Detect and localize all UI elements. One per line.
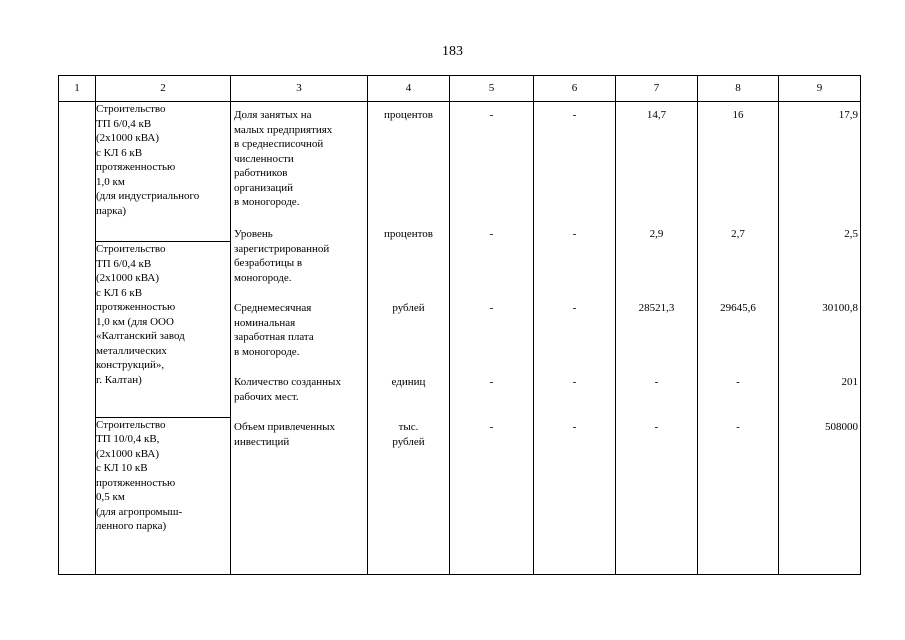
project-cell [96,102,231,242]
indicator-c5-4 [450,375,533,390]
text-line: парка) [96,204,126,217]
text-line: - [654,376,659,388]
table-row [59,102,861,242]
indicator-c6-2 [534,227,615,242]
indicator-c9-4 [779,375,860,390]
text-line: Строительство [96,418,166,431]
text-line: - [572,376,577,388]
text-line: - [489,421,494,433]
header-cell: 5 [450,76,534,102]
text-line: металлических [96,344,167,357]
text-line: Уровень [234,228,273,240]
text-line: 1,0 км [96,175,125,188]
text-line: работников [234,167,288,179]
indicator-c9-5 [779,420,860,435]
text-line: ТП 10/0,4 кВ, [96,433,160,446]
indicator-c9-1 [779,108,860,123]
indicator-c7-3 [616,301,697,316]
text-line: Среднемесячная [234,302,312,314]
text-line: 2,7 [731,228,745,240]
value-column-5 [450,102,534,575]
text-line: г. Калтан) [96,373,142,386]
text-line: - [736,421,740,433]
text-line: протяженностью [96,301,176,314]
text-line: Строительство [96,243,166,256]
text-line: ТП 6/0,4 кВ [96,117,152,130]
text-line: Строительство [96,103,166,115]
text-line: - [572,228,577,240]
header-cell: 8 [698,76,779,102]
indicator-c7-1 [616,108,697,123]
text-line: протяженностью [96,161,176,173]
indicator-c9-2 [779,227,860,242]
indicator-c8-3 [698,301,778,316]
indicator-name-5 [231,420,367,449]
text-line: 14,7 [646,109,667,121]
indicator-c6-1 [534,108,615,123]
header-cell: 6 [534,76,616,102]
header-cell: 2 [96,76,231,102]
header-cell: 1 [59,76,96,102]
text-line: протяженностью [96,476,176,489]
text-line: 2,9 [649,228,664,240]
text-line: ТП 6/0,4 кВ [96,257,152,270]
indicator-c5-5 [450,420,533,435]
text-line: единиц [391,376,426,388]
value-column-6 [534,102,616,575]
text-line: Количество созданных [234,376,341,388]
text-line: 28521,3 [638,302,675,314]
unit-column [368,102,450,575]
text-line: зарегистрированной [234,242,330,255]
indicator-name-2 [231,227,367,285]
header-cell: 3 [231,76,368,102]
indicator-c5-2 [450,227,533,242]
text-line: (для индустриального [96,190,200,202]
text-line: процентов [384,228,433,240]
text-line: ленного парка) [96,520,167,533]
header-cell: 9 [779,76,861,102]
indicator-name-1 [231,108,367,210]
indicator-c6-5 [534,420,615,435]
text-line: 30100,8 [822,302,858,314]
header-cell: 7 [616,76,698,102]
text-line: рублей [392,302,425,314]
indicator-c6-4 [534,375,615,390]
text-line: с КЛ 6 кВ [96,286,143,299]
text-line: 16 [732,109,744,121]
text-line: - [736,376,740,388]
text-line: в моногороде. [234,196,300,208]
number-cell [59,102,96,575]
text-line: тыс. [398,421,419,433]
indicator-c5-3 [450,301,533,316]
indicator-c5-1 [450,108,533,123]
text-line: малых предприятиях [234,123,333,136]
text-line: Объем привлеченных [234,421,336,433]
indicator-c8-5 [698,420,778,435]
indicator-c7-4 [616,375,697,390]
header-row [59,76,861,102]
text-line: заработная плата [234,331,314,343]
text-line: - [572,421,577,433]
indicator-c7-2 [616,227,697,242]
text-line: - [489,302,494,314]
text-line: Доля занятых на [234,109,312,121]
text-line: 17,9 [838,109,858,121]
text-line: - [489,228,494,240]
text-line: рабочих мест. [234,390,299,403]
value-column-9 [779,102,861,575]
project-cell [96,417,231,574]
indicator-name-column [231,102,368,575]
value-column-8 [698,102,779,575]
indicator-c9-3 [779,301,860,316]
header-cell: 4 [368,76,450,102]
text-line: 0,5 км [96,491,125,504]
text-line: - [489,109,494,121]
text-line: 29645,6 [720,302,756,314]
indicator-name-3 [231,301,367,359]
indicator-unit-1 [368,108,449,123]
indicator-c8-2 [698,227,778,242]
indicator-c8-4 [698,375,778,390]
text-line: - [572,109,577,121]
text-line: организаций [234,181,294,194]
text-line: безработицы в [234,257,303,269]
text-line: процентов [384,109,433,121]
text-line: рублей [392,435,425,448]
text-line: конструкций», [96,359,165,372]
indicator-name-4 [231,375,367,404]
text-line: (2х1000 кВА) [96,447,160,460]
indicator-unit-3 [368,301,449,316]
indicator-unit-4 [368,375,449,390]
text-line: (2х1000 кВА) [96,132,160,144]
text-line: с КЛ 10 кВ [96,462,148,475]
text-line: «Калтанский завод [96,330,185,343]
indicators-table [58,75,861,575]
text-line: - [572,302,577,314]
text-line: с КЛ 6 кВ [96,146,143,159]
value-column-7 [616,102,698,575]
indicator-c8-1 [698,108,778,123]
text-line: - [654,421,659,433]
indicator-c7-5 [616,420,697,435]
text-line: инвестиций [234,435,290,448]
project-cell [96,242,231,417]
text-line: в среднесписочной [234,138,324,150]
text-line: в моногороде. [234,345,300,358]
indicator-unit-5 [368,420,449,449]
text-line: (2х1000 кВА) [96,272,160,285]
text-line: (для агропромыш- [96,505,183,518]
text-line: численности [234,152,294,165]
indicator-c6-3 [534,301,615,316]
text-line: 1,0 км (для ООО [96,315,174,328]
text-line: 2,5 [844,228,858,240]
text-line: - [489,376,494,388]
text-line: номинальная [234,316,296,329]
text-line: 201 [841,376,858,388]
page-number: 183 [442,44,463,59]
text-line: 508000 [825,421,858,433]
indicator-unit-2 [368,227,449,242]
text-line: моногороде. [234,271,292,284]
